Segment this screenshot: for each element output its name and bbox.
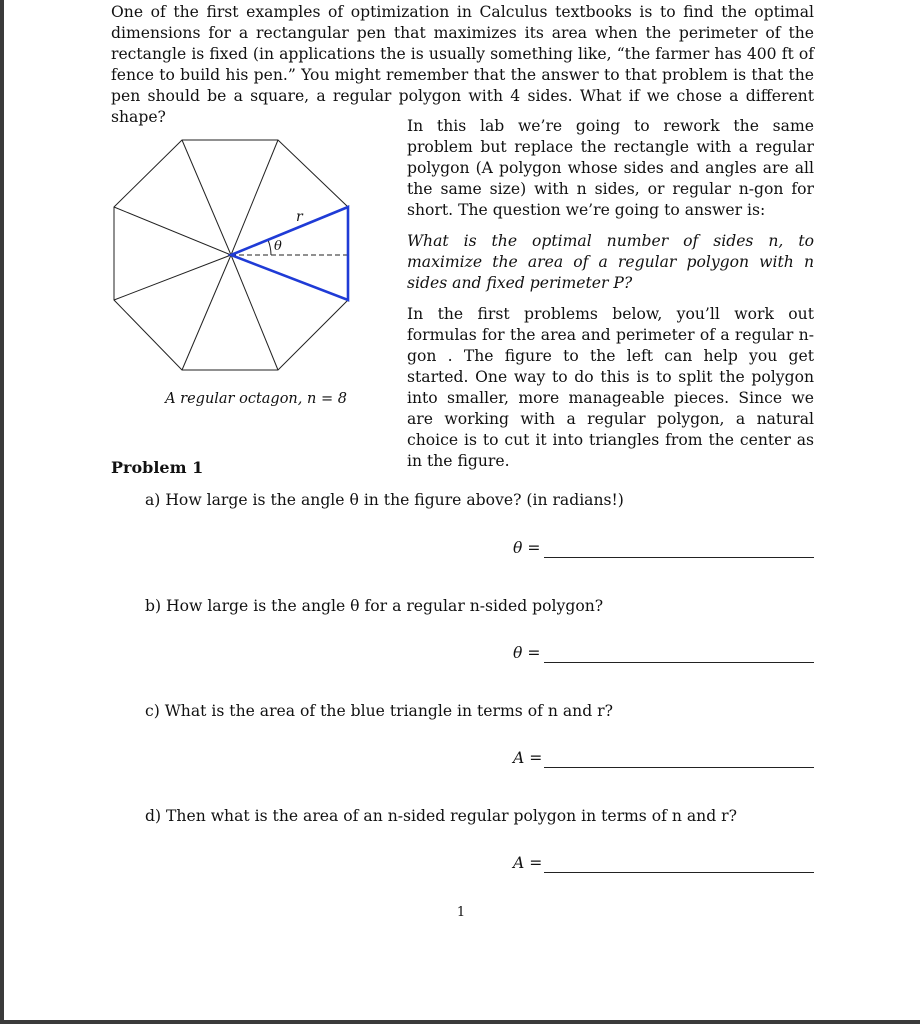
octagon-diagram bbox=[108, 134, 353, 374]
spoke-line bbox=[231, 255, 278, 370]
answer-label-a: θ = bbox=[513, 539, 541, 557]
blue-triangle bbox=[231, 207, 348, 300]
question-d: d) Then what is the area of an n-sided regular polygon in terms of n and r? bbox=[145, 807, 737, 825]
answer-label-b: θ = bbox=[513, 644, 541, 662]
answer-line-c[interactable] bbox=[544, 767, 814, 768]
octagon-figure bbox=[108, 134, 353, 374]
central-question: What is the optimal number of sides n, to maximize the area of a regular polygon with n sides and fixed perimeter P? bbox=[407, 232, 814, 292]
right-column bbox=[407, 116, 814, 482]
spoke-line bbox=[182, 255, 231, 370]
radius-label: r bbox=[296, 209, 303, 225]
problem-heading: Problem 1 bbox=[111, 458, 204, 477]
question-a: a) How large is the angle θ in the figure above? (in radians!) bbox=[145, 491, 624, 509]
answer-label-c: A = bbox=[513, 749, 543, 767]
approach-paragraph: In the first problems below, you’ll work out formulas for the area and perimeter of a regular n-gon . The figure to the left can help you get started. One way to do this is to split the polygon into smaller, more manageable pieces. Since we are working with a regular polygon, a natural choice is to cut it into triangles from the center as in the figure. bbox=[407, 305, 814, 470]
figure-caption: A regular octagon, n = 8 bbox=[165, 391, 347, 407]
answer-label-d: A = bbox=[513, 854, 543, 872]
lab-description: In this lab we’re going to rework the same problem but replace the rectangle with a regular polygon (A polygon whose sides and angles are all the same size) with n sides, or regular n-gon for short. The question we’re going to answer is: bbox=[407, 117, 814, 219]
spoke-line bbox=[114, 255, 231, 300]
question-b: b) How large is the angle θ for a regular n-sided polygon? bbox=[145, 597, 604, 615]
answer-line-d[interactable] bbox=[544, 872, 814, 873]
answer-line-b[interactable] bbox=[544, 662, 814, 663]
page-number: 1 bbox=[456, 905, 466, 920]
angle-label: θ bbox=[274, 239, 282, 254]
intro-paragraph: One of the first examples of optimization in Calculus textbooks is to find the optimal dimensions for a rectangular pen that maximizes its area when the perimeter of the rectangle is fixed (in applications the is usually something like, “the farmer has 400 ft of fence to build his pen.” You might remember that the answer to that problem is that the pen should be a square, a regular polygon with 4 sides. What if we chose a different shape? bbox=[111, 3, 814, 126]
angle-arc bbox=[268, 240, 271, 255]
answer-line-a[interactable] bbox=[544, 557, 814, 558]
question-c: c) What is the area of the blue triangle in terms of n and r? bbox=[145, 702, 613, 720]
